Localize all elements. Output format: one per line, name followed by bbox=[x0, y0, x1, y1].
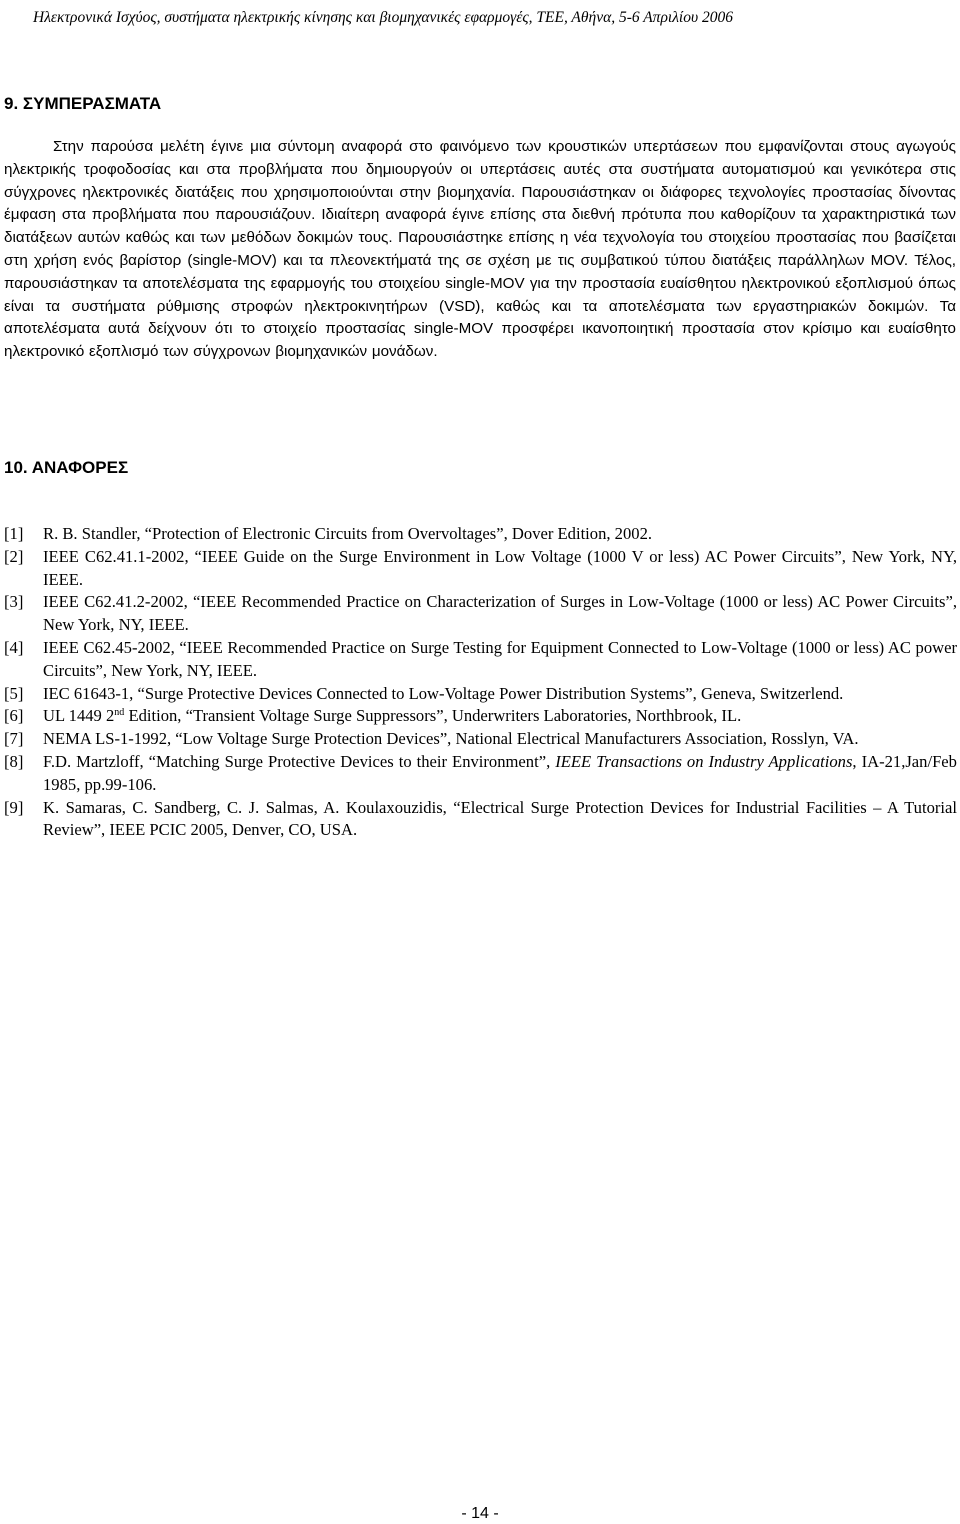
reference-text: IEEE C62.41.1-2002, “IEEE Guide on the Surge Environment in Low Voltage (1000 V or less) AC Power Circuits”, New York, NY, IEEE. bbox=[43, 546, 957, 589]
reference-text-start: F.D. Martzloff, “Matching Surge Protective Devices to their Environment”, bbox=[43, 751, 556, 771]
reference-number: [5] bbox=[4, 683, 24, 703]
reference-item bbox=[4, 705, 957, 728]
journal-title: IEEE Transactions on Industry Applications bbox=[555, 751, 853, 771]
reference-item bbox=[4, 546, 957, 592]
reference-text bbox=[43, 752, 957, 794]
reference-number: [7] bbox=[4, 729, 24, 749]
reference-item bbox=[4, 751, 957, 797]
reference-number: [9] bbox=[4, 797, 24, 817]
page-number: - 14 - bbox=[461, 1505, 499, 1522]
reference-number: [6] bbox=[4, 706, 24, 726]
reference-number: [2] bbox=[4, 546, 24, 566]
reference-number: [1] bbox=[4, 524, 24, 543]
reference-text: NEMA LS-1-1992, “Low Voltage Surge Protection Devices”, National Electrical Manufacturers Association, Rosslyn, VA. bbox=[43, 729, 859, 749]
conclusions-paragraph: Στην παρούσα μελέτη έγινε μια σύντομη αναφορά στο φαινόμενο των κρουστικών υπερτάσεων που εμφανίζονται στους αγωγούς ηλεκτρικής τροφοδοσίας και στα προβλήματα που δημιουργούν οι υπερτάσεις αυτές στα συστήματα αυτοματισμού και γενικότερα στις σύγχρονες ηλεκτρονικές διατάξεις που χρησιμοποιούνται στην βιομηχανία. Παρουσιάστηκαν οι διάφορες τεχνολογίες προστασίας δίνοντας έμφαση στα προβλήματα που παρουσιάζουν. Ιδιαίτερη αναφορά έγινε επίσης στα διεθνή πρότυπα που καθορίζουν τα χαρακτηριστικά των διατάξεων αυτών καθώς και των μεθόδων δοκιμών τους. Παρουσιάστηκε επίσης η νέα τεχνολογία του στοιχείου προστασίας που βασίζεται στη χρήση ενός βαρίστορ (single-MOV) και τα πλεονεκτήματά της σε σχέση με τις συμβατικού τύπου διατάξεις παράλληλων MOV. Τέλος, παρουσιάστηκαν τα αποτελέσματα της εφαρμογής του στοιχείου single-MOV για την προστασία ευαίσθητου ηλεκτρονικού εξοπλισμού όπως είναι τα συστήματα ρύθμισης στροφών ηλεκτροκινητήρων (VSD), καθώς και τα αποτελέσματα των εργαστηριακών δοκιμών. Τα αποτελέσματα αυτά δείχνουν ότι το στοιχείο προστασίας single-MOV προσφέρει ικανοποιητική προστασία στον κρίσιμο και ευαίσθητο ηλεκτρονικό εξοπλισμό των σύγχρονων βιομηχανικών μονάδων. bbox=[4, 138, 956, 361]
reference-item bbox=[4, 523, 957, 546]
reference-text: IEC 61643-1, “Surge Protective Devices Connected to Low-Voltage Power Distribution Systems”, Geneva, Switzerlend. bbox=[43, 683, 844, 703]
reference-item bbox=[4, 591, 957, 637]
reference-text: IEEE C62.45-2002, “IEEE Recommended Practice on Surge Testing for Equipment Connected to Low-Voltage (1000 or less) AC power Circuits”, New York, NY, IEEE. bbox=[43, 637, 957, 680]
reference-text: IEEE C62.41.2-2002, “IEEE Recommended Practice on Characterization of Surges in Low-Voltage (1000 or less) AC Power Circuits”, New York, NY, IEEE. bbox=[43, 592, 957, 635]
ordinal-superscript: nd bbox=[114, 707, 125, 719]
running-header: Ηλεκτρονικά Ισχύος, συστήματα ηλεκτρικής κίνησης και βιομηχανικές εφαρμογές, ΤΕΕ, Αθήνα, 5-6 Απριλίου 2006 bbox=[33, 9, 733, 26]
reference-text-end: Edition, “Transient Voltage Surge Suppressors”, Underwriters Laboratories, Northbrook, IL. bbox=[124, 706, 742, 726]
reference-number: [4] bbox=[4, 637, 24, 657]
reference-number: [3] bbox=[4, 592, 24, 612]
reference-list bbox=[4, 523, 957, 842]
reference-item bbox=[4, 683, 957, 706]
reference-text bbox=[43, 706, 741, 725]
reference-text-end: , IA-21,Jan/Feb 1985, pp.99-106. bbox=[43, 751, 957, 794]
reference-number: [8] bbox=[4, 751, 24, 771]
reference-item bbox=[4, 728, 957, 751]
references-heading: 10. ΑΝΑΦΟΡΕΣ bbox=[4, 458, 129, 477]
reference-text-start: UL 1449 2 bbox=[43, 706, 115, 726]
reference-item bbox=[4, 797, 957, 843]
conclusions-heading: 9. ΣΥΜΠΕΡΑΣΜΑΤΑ bbox=[4, 94, 162, 113]
reference-item bbox=[4, 637, 957, 683]
reference-text: R. B. Standler, “Protection of Electronic Circuits from Overvoltages”, Dover Edition, 2002. bbox=[43, 524, 653, 543]
reference-text: K. Samaras, C. Sandberg, C. J. Salmas, A. Koulaxouzidis, “Electrical Surge Protection Devices for Industrial Facilities – A Tutorial Review”, IEEE PCIC 2005, Denver, CO, USA. bbox=[43, 797, 957, 840]
